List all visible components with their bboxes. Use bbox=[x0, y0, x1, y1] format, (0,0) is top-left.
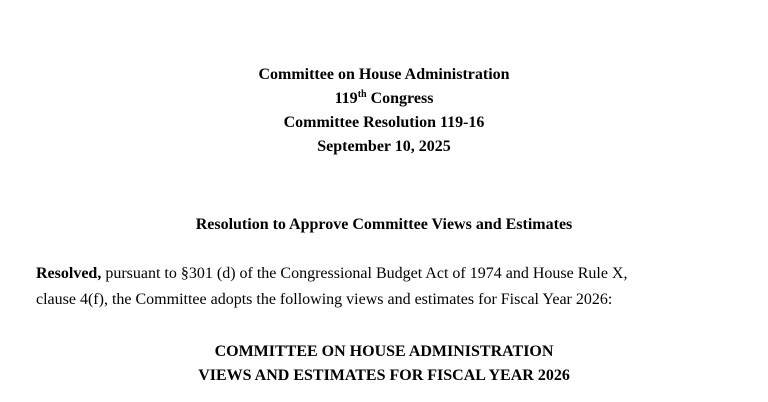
paragraph-line-2: clause 4(f), the Committee adopts the following views and estimates for Fiscal Year 2026: bbox=[36, 291, 613, 308]
congress-number: 119 bbox=[334, 90, 358, 107]
resolved-label: Resolved, bbox=[36, 265, 102, 282]
resolution-title: Resolution to Approve Committee Views and Estimates bbox=[195, 216, 573, 233]
resolution-date: September 10, 2025 bbox=[317, 138, 451, 155]
paragraph-line-1-text: pursuant to §301 (d) of the Congressional Budget Act of 1974 and House Rule X, bbox=[101, 265, 628, 282]
document-header bbox=[0, 63, 768, 159]
resolution-paragraph bbox=[36, 261, 736, 313]
section-heading-line-1: COMMITTEE ON HOUSE ADMINISTRATION bbox=[214, 343, 554, 360]
section-heading-line-2: VIEWS AND ESTIMATES FOR FISCAL YEAR 2026 bbox=[198, 367, 570, 384]
congress-word: Congress bbox=[366, 90, 434, 107]
paragraph-line-1 bbox=[36, 261, 736, 287]
congress-line bbox=[0, 87, 768, 111]
resolution-number: Committee Resolution 119-16 bbox=[283, 114, 485, 131]
section-heading bbox=[0, 340, 768, 388]
congress-ordinal-suffix: th bbox=[357, 89, 367, 100]
committee-name: Committee on House Administration bbox=[258, 66, 510, 83]
